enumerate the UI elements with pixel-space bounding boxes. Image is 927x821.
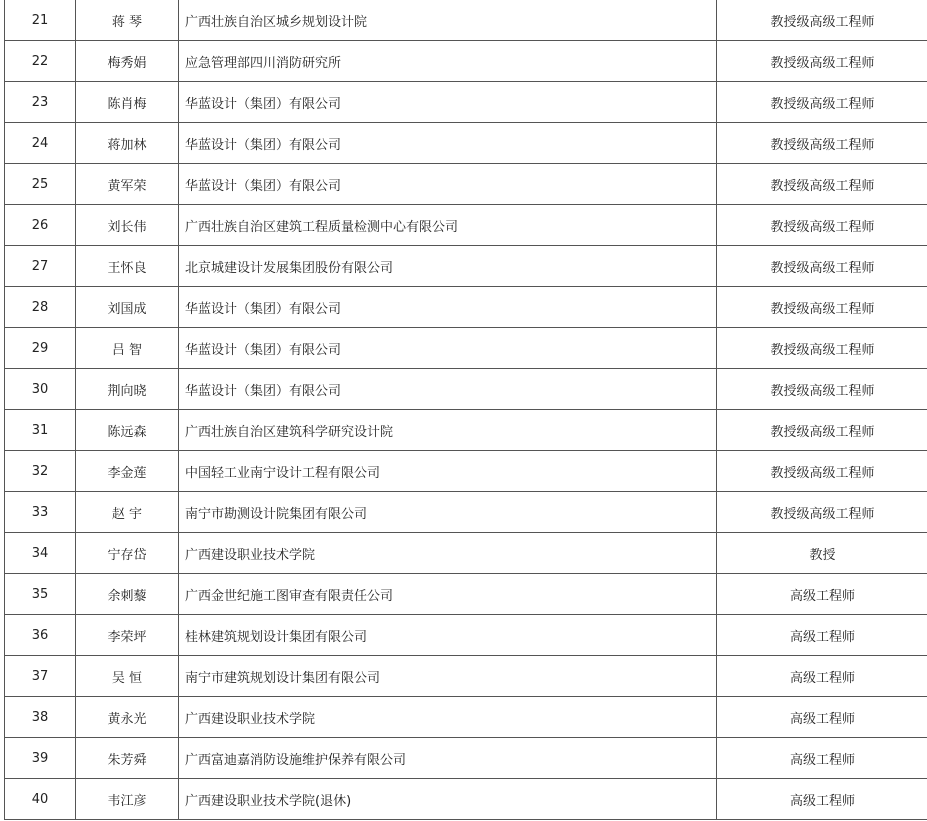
- person-name: 蒋 琴: [76, 0, 179, 41]
- person-name: 李荣坪: [76, 615, 179, 656]
- person-name: 吕 智: [76, 328, 179, 369]
- table-row: [5, 492, 927, 533]
- organization: 广西建设职业技术学院: [179, 533, 717, 574]
- organization: 广西富迪嘉消防设施维护保养有限公司: [179, 738, 717, 779]
- organization: 北京城建设计发展集团股份有限公司: [179, 246, 717, 287]
- row-number: 24: [5, 123, 76, 164]
- row-number: 35: [5, 574, 76, 615]
- person-name: 刘国成: [76, 287, 179, 328]
- table-row: [5, 656, 927, 697]
- organization: 华蓝设计（集团）有限公司: [179, 123, 717, 164]
- person-name: 陈远森: [76, 410, 179, 451]
- person-name: 黄永光: [76, 697, 179, 738]
- professional-title: 教授级高级工程师: [717, 205, 927, 246]
- table-row: [5, 451, 927, 492]
- table-row: [5, 0, 927, 41]
- table-row: [5, 574, 927, 615]
- row-number: 38: [5, 697, 76, 738]
- organization: 广西壮族自治区建筑工程质量检测中心有限公司: [179, 205, 717, 246]
- person-name: 赵 宇: [76, 492, 179, 533]
- table-row: [5, 738, 927, 779]
- professional-title: 教授级高级工程师: [717, 41, 927, 82]
- row-number: 40: [5, 779, 76, 820]
- row-number: 29: [5, 328, 76, 369]
- row-number: 22: [5, 41, 76, 82]
- person-name: 李金莲: [76, 451, 179, 492]
- row-number: 31: [5, 410, 76, 451]
- organization: 广西建设职业技术学院(退休): [179, 779, 717, 820]
- professional-title: 教授级高级工程师: [717, 82, 927, 123]
- organization: 南宁市建筑规划设计集团有限公司: [179, 656, 717, 697]
- professional-title: 教授级高级工程师: [717, 369, 927, 410]
- professional-title: 教授级高级工程师: [717, 328, 927, 369]
- organization: 广西金世纪施工图审查有限责任公司: [179, 574, 717, 615]
- row-number: 21: [5, 0, 76, 41]
- organization: 华蓝设计（集团）有限公司: [179, 164, 717, 205]
- table-row: [5, 287, 927, 328]
- row-number: 34: [5, 533, 76, 574]
- professional-title: 教授级高级工程师: [717, 164, 927, 205]
- row-number: 32: [5, 451, 76, 492]
- person-name: 荆向晓: [76, 369, 179, 410]
- organization: 华蓝设计（集团）有限公司: [179, 287, 717, 328]
- organization: 南宁市勘测设计院集团有限公司: [179, 492, 717, 533]
- professional-title: 高级工程师: [717, 738, 927, 779]
- row-number: 36: [5, 615, 76, 656]
- professional-title: 高级工程师: [717, 574, 927, 615]
- professional-title: 教授级高级工程师: [717, 246, 927, 287]
- person-name: 王怀良: [76, 246, 179, 287]
- organization: 华蓝设计（集团）有限公司: [179, 328, 717, 369]
- person-name: 吴 恒: [76, 656, 179, 697]
- table-row: [5, 410, 927, 451]
- table-row: [5, 205, 927, 246]
- row-number: 28: [5, 287, 76, 328]
- professional-title: 教授级高级工程师: [717, 123, 927, 164]
- table-row: [5, 41, 927, 82]
- table-row: [5, 164, 927, 205]
- table-row: [5, 533, 927, 574]
- person-name: 朱芳舜: [76, 738, 179, 779]
- table-row: [5, 369, 927, 410]
- organization: 华蓝设计（集团）有限公司: [179, 369, 717, 410]
- professional-title: 教授: [717, 533, 927, 574]
- organization: 广西壮族自治区城乡规划设计院: [179, 0, 717, 41]
- row-number: 30: [5, 369, 76, 410]
- organization: 华蓝设计（集团）有限公司: [179, 82, 717, 123]
- professional-title: 教授级高级工程师: [717, 0, 927, 41]
- row-number: 37: [5, 656, 76, 697]
- table-row: [5, 779, 927, 820]
- professional-title: 教授级高级工程师: [717, 410, 927, 451]
- organization: 应急管理部四川消防研究所: [179, 41, 717, 82]
- table-row: [5, 328, 927, 369]
- person-name: 余刺藜: [76, 574, 179, 615]
- professional-title: 高级工程师: [717, 779, 927, 820]
- row-number: 25: [5, 164, 76, 205]
- person-name: 韦江彦: [76, 779, 179, 820]
- row-number: 27: [5, 246, 76, 287]
- row-number: 23: [5, 82, 76, 123]
- person-name: 蒋加林: [76, 123, 179, 164]
- professional-title: 高级工程师: [717, 697, 927, 738]
- organization: 广西壮族自治区建筑科学研究设计院: [179, 410, 717, 451]
- person-name: 刘长伟: [76, 205, 179, 246]
- table-row: [5, 246, 927, 287]
- table-row: [5, 615, 927, 656]
- roster-body: [5, 0, 927, 820]
- person-name: 陈肖梅: [76, 82, 179, 123]
- professional-title: 教授级高级工程师: [717, 451, 927, 492]
- person-name: 梅秀娟: [76, 41, 179, 82]
- row-number: 33: [5, 492, 76, 533]
- table-row: [5, 82, 927, 123]
- professional-title: 高级工程师: [717, 656, 927, 697]
- table-row: [5, 697, 927, 738]
- row-number: 39: [5, 738, 76, 779]
- professional-title: 高级工程师: [717, 615, 927, 656]
- professional-title: 教授级高级工程师: [717, 287, 927, 328]
- professional-title: 教授级高级工程师: [717, 492, 927, 533]
- table-row: [5, 123, 927, 164]
- expert-roster-table: [4, 0, 927, 820]
- organization: 桂林建筑规划设计集团有限公司: [179, 615, 717, 656]
- person-name: 黄军荣: [76, 164, 179, 205]
- organization: 广西建设职业技术学院: [179, 697, 717, 738]
- person-name: 宁存岱: [76, 533, 179, 574]
- row-number: 26: [5, 205, 76, 246]
- organization: 中国轻工业南宁设计工程有限公司: [179, 451, 717, 492]
